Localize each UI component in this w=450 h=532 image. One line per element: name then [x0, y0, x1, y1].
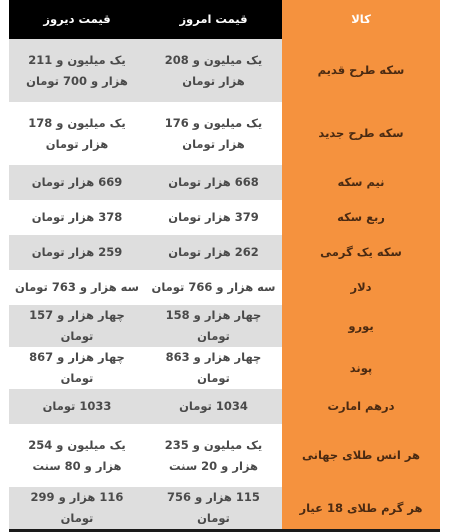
table-row: [9, 305, 440, 347]
item-cell: یورو: [282, 305, 440, 347]
table-header: [9, 0, 440, 39]
item-cell: دلار: [282, 270, 440, 305]
yesterday-price-cell: چهار هزار و 867 تومان: [9, 347, 145, 389]
document-page: [9, 0, 440, 524]
item-cell: پوند: [282, 347, 440, 389]
item-cell: هر انس طلای جهانی: [282, 424, 440, 487]
table-row: [9, 424, 440, 487]
today-price-cell: چهار هزار و 863 تومان: [145, 347, 282, 389]
item-cell: سکه یک گرمی: [282, 235, 440, 270]
item-cell: نیم سکه: [282, 165, 440, 200]
today-price-cell: 262 هزار تومان: [145, 235, 282, 270]
today-price-cell: 668 هزار تومان: [145, 165, 282, 200]
yesterday-price-cell: سه هزار و 763 تومان: [9, 270, 145, 305]
table-row: [9, 102, 440, 165]
header-yesterday-price: قیمت دیروز: [9, 0, 145, 39]
yesterday-price-cell: 378 هزار تومان: [9, 200, 145, 235]
header-today-price: قیمت امروز: [145, 0, 282, 39]
today-price-cell: یک میلیون و 235 هزار و 20 سنت: [145, 424, 282, 487]
table-row: [9, 200, 440, 235]
header-item: کالا: [282, 0, 440, 39]
table-body: [9, 39, 440, 531]
item-cell: درهم امارت: [282, 389, 440, 424]
today-price-cell: 1034 تومان: [145, 389, 282, 424]
yesterday-price-cell: چهار هزار و 157 تومان: [9, 305, 145, 347]
header-row: [9, 0, 440, 39]
table-row: [9, 39, 440, 102]
table-row: [9, 347, 440, 389]
today-price-cell: یک میلیون و 208 هزار تومان: [145, 39, 282, 102]
item-cell: سکه طرح جدید: [282, 102, 440, 165]
item-cell: سکه طرح قدیم: [282, 39, 440, 102]
yesterday-price-cell: یک میلیون و 178 هزار تومان: [9, 102, 145, 165]
yesterday-price-cell: 669 هزار تومان: [9, 165, 145, 200]
yesterday-price-cell: یک میلیون و 211 هزار و 700 تومان: [9, 39, 145, 102]
today-price-cell: چهار هزار و 158 تومان: [145, 305, 282, 347]
item-cell: هر گرم طلای 18 عیار: [282, 487, 440, 531]
yesterday-price-cell: 116 هزار و 299 تومان: [9, 487, 145, 531]
table-row: [9, 235, 440, 270]
table-row: [9, 270, 440, 305]
today-price-cell: سه هزار و 766 تومان: [145, 270, 282, 305]
table-row: [9, 165, 440, 200]
today-price-cell: یک میلیون و 176 هزار تومان: [145, 102, 282, 165]
price-table: [9, 0, 440, 532]
yesterday-price-cell: 259 هزار تومان: [9, 235, 145, 270]
yesterday-price-cell: 1033 تومان: [9, 389, 145, 424]
today-price-cell: 379 هزار تومان: [145, 200, 282, 235]
item-cell: ربع سکه: [282, 200, 440, 235]
table-row: [9, 389, 440, 424]
yesterday-price-cell: یک میلیون و 254 هزار و 80 سنت: [9, 424, 145, 487]
today-price-cell: 115 هزار و 756 تومان: [145, 487, 282, 531]
